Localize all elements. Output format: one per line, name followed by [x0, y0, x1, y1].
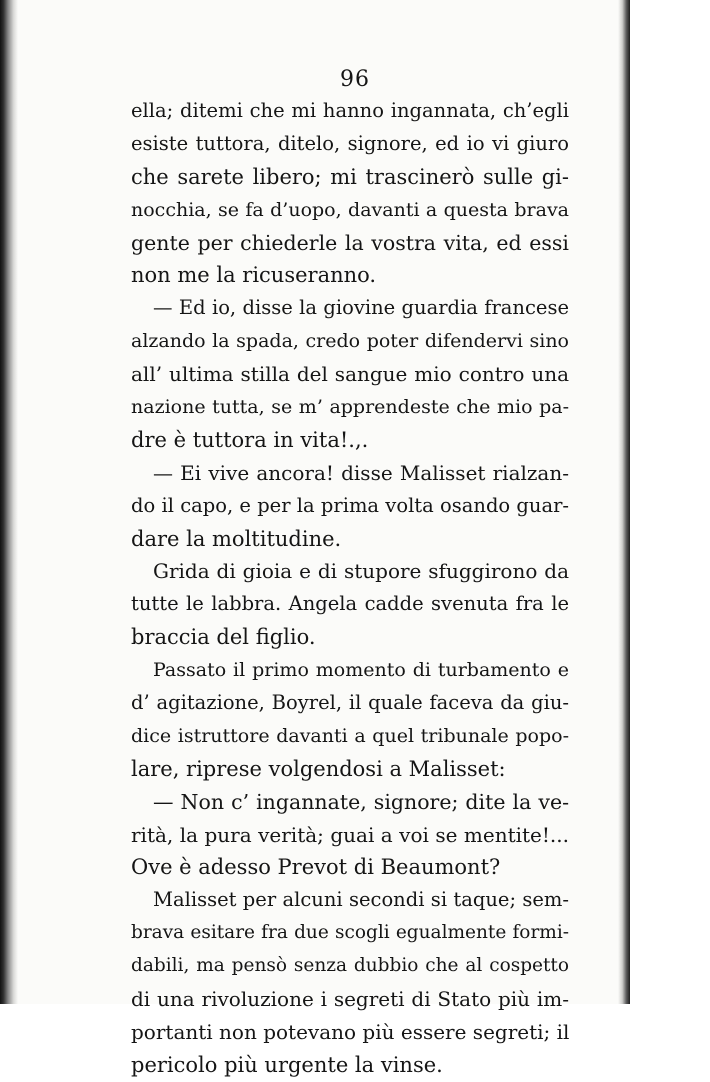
page-edge-shadow [618, 0, 630, 1004]
body-text [131, 95, 569, 1082]
text-line: do il capo, e per la prima volta osando guar- [131, 493, 569, 517]
text-line: dre è tuttora in vita!.,. [131, 427, 369, 452]
text-line: braccia del figlio. [131, 625, 316, 650]
text-line: Passato il primo momento di turbamento e [153, 659, 569, 682]
text-line: gente per chiederle la vostra vita, ed essi [131, 230, 569, 255]
text-line: lare, riprese volgendosi a Malisset: [131, 756, 506, 781]
text-line: tutte le labbra. Angela cadde svenuta fra le [131, 592, 569, 616]
text-line: rità, la pura verità; guai a voi se mentite!... [131, 822, 569, 847]
text-line: — Ed io, disse la giovine guardia francese [153, 296, 569, 320]
text-line: pericolo più urgente la vinse. [131, 1052, 443, 1077]
text-line: d’ agitazione, Boyrel, il quale faceva da giu- [131, 691, 569, 715]
text-line: dabili, ma pensò senza dubbio che al cospetto [131, 955, 569, 977]
text-line: dare la moltitudine. [131, 526, 342, 551]
text-line: alzando la spada, credo poter difendervi sino [131, 330, 569, 353]
binding-shadow [0, 0, 18, 1004]
text-line: ella; ditemi che mi hanno ingannata, ch’egli [131, 99, 569, 122]
page-number: 96 [340, 67, 370, 92]
text-line: nazione tutta, se m’ apprendeste che mio pa- [131, 396, 569, 419]
text-line: dice istruttore davanti a quel tribunale popo- [131, 724, 569, 747]
text-line: all’ ultima stilla del sangue mio contro una [131, 362, 569, 387]
text-line: — Non c’ ingannate, signore; dite la ve- [153, 789, 569, 814]
text-line: Grida di gioia e di stupore sfuggirono da [153, 559, 569, 584]
text-line: Ove è adesso Prevot di Beaumont? [131, 855, 501, 880]
text-line: non me la ricuseranno. [131, 263, 377, 288]
text-line: che sarete libero; mi trascinerò sulle gi- [131, 164, 569, 189]
text-line: — Ei vive ancora! disse Malisset rialzan- [153, 460, 569, 485]
text-line: portanti non potevano più essere segreti; il [131, 1019, 570, 1044]
text-line: esiste tuttora, ditelo, signore, ed io vi giuro [131, 131, 569, 155]
text-line: brava esitare fra due scogli egualmente formi- [131, 922, 569, 944]
text-line: di una rivoluzione i segreti di Stato più im- [131, 987, 569, 1012]
text-line: Malisset per alcuni secondi si taque; sem- [153, 888, 569, 912]
text-line: nocchia, se fa d’uopo, davanti a questa brava [131, 198, 569, 221]
